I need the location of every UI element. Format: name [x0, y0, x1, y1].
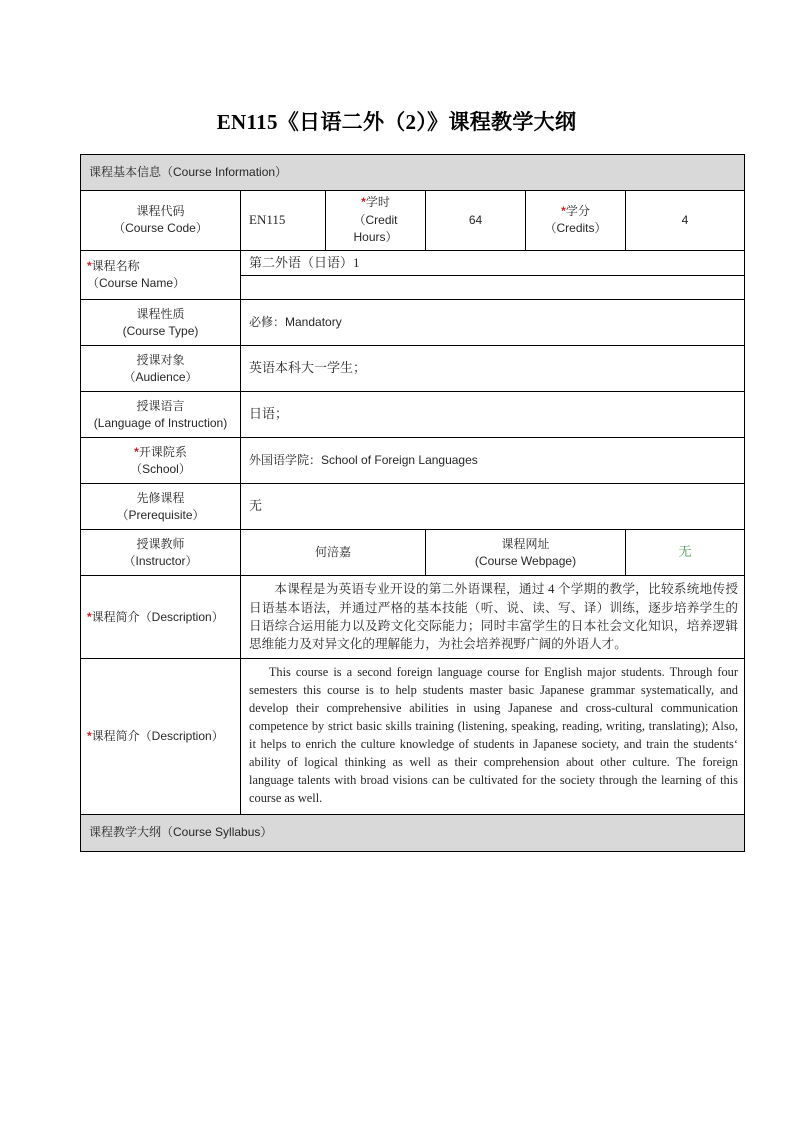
value-audience: 英语本科大一学生； — [241, 346, 745, 392]
label-course-webpage-en: (Course Webpage) — [474, 553, 577, 568]
label-course-type — [81, 300, 241, 346]
label-course-type-cn: 课程性质 — [136, 306, 185, 321]
label-course-name-cn-text: 课程名称 — [91, 258, 140, 273]
value-description-cn: 本课程是为英语专业开设的第二外语课程，通过 4 个学期的教学，比较系统地传授日语基本语法，并通过严格的基本技能（听、说、读、写、译）训练，逐步培养学生的日语综合运用能力以及跨文化交际能力；同时丰富学生的日本社会文化知识，培养逻辑思维能力及对异文化的理解能力，为社会培养视野广阔的外语人才。 — [241, 576, 745, 659]
value-instructor: 何涪嘉 — [241, 530, 426, 576]
table-row-school — [81, 438, 745, 484]
label-credit-hours-en-line1: （Credit — [353, 212, 398, 227]
label-prerequisite-cn: 先修课程 — [136, 490, 185, 505]
label-credit-hours-cn-text: 学时 — [365, 195, 390, 210]
required-star-icon: * — [134, 444, 139, 459]
label-description-cn — [81, 576, 241, 659]
table-row-band-course-information — [81, 155, 745, 191]
band-course-syllabus: 课程教学大纲（Course Syllabus） — [81, 815, 745, 851]
value-school: 外国语学院：School of Foreign Languages — [241, 438, 745, 484]
table-row-language — [81, 392, 745, 438]
label-school — [81, 438, 241, 484]
label-course-code-en: （Course Code） — [113, 221, 208, 236]
course-information-table — [80, 154, 745, 852]
label-prerequisite — [81, 484, 241, 530]
label-audience — [81, 346, 241, 392]
label-course-name-en: （Course Name） — [87, 275, 186, 290]
label-language-of-instruction — [81, 392, 241, 438]
label-audience-cn: 授课对象 — [136, 352, 185, 367]
value-course-webpage — [626, 530, 745, 576]
label-school-cn — [86, 444, 235, 461]
table-row-course-type — [81, 300, 745, 346]
label-audience-en: （Audience） — [123, 369, 198, 384]
value-prerequisite: 无 — [241, 484, 745, 530]
table-row-description-en — [81, 659, 745, 815]
label-course-webpage-cn: 课程网址 — [501, 536, 550, 551]
label-description-en-text: 课程简介（Description） — [91, 729, 224, 744]
label-school-en: （School） — [130, 461, 191, 476]
value-course-type: 必修：Mandatory — [241, 300, 745, 346]
label-course-name-cn — [87, 258, 235, 275]
band-course-information: 课程基本信息（Course Information） — [81, 155, 745, 191]
page-title: EN115《日语二外（2）》课程教学大纲 — [216, 110, 577, 134]
label-course-type-en: (Course Type) — [122, 323, 199, 338]
value-description-en: This course is a second foreign language course for English major students. Through four semesters this course is to help students master basic Japanese grammar systematically, and develop their comprehensive abilities in using Japanese and cross-cultural communication competence by strict basic skills training (listening, speaking, reading, writing, translating); Also, it helps to enrich the culture knowledge of students in Japanese society, and train the students‘ ability of logical thinking as well as their comprehension about other culture. The foreign language talents with broad visions can be cultivated for the society through the learning of this course as well. — [241, 659, 745, 815]
value-course-code: EN115 — [241, 191, 326, 250]
label-credits-cn-text: 学分 — [565, 204, 590, 219]
course-information-table-wrapper — [80, 154, 744, 852]
value-credit-hours: 64 — [426, 191, 526, 250]
value-course-webpage-text: 无 — [678, 544, 692, 560]
label-instructor-en: （Instructor） — [123, 553, 198, 568]
required-star-icon: * — [87, 609, 92, 624]
table-row-course-name — [81, 250, 745, 276]
value-course-name: 第二外语（日语）1 — [241, 250, 745, 276]
label-credits-cn — [531, 203, 620, 220]
label-description-cn-text: 课程简介（Description） — [91, 609, 224, 624]
value-language-of-instruction: 日语； — [241, 392, 745, 438]
table-row-prerequisite — [81, 484, 745, 530]
required-star-icon: * — [361, 195, 366, 210]
label-school-cn-text: 开课院系 — [138, 444, 187, 459]
value-course-name-second-line — [241, 276, 745, 300]
label-language-cn: 授课语言 — [136, 398, 185, 413]
table-row-description-cn — [81, 576, 745, 659]
value-credits: 4 — [626, 191, 745, 250]
label-course-code-cn: 课程代码 — [136, 204, 185, 219]
required-star-icon: * — [561, 204, 566, 219]
table-row-course-code — [81, 191, 745, 250]
label-credits-en: （Credits） — [544, 221, 607, 236]
required-star-icon: * — [87, 258, 92, 273]
required-star-icon: * — [87, 729, 92, 744]
label-instructor — [81, 530, 241, 576]
label-prerequisite-en: （Prerequisite） — [116, 507, 205, 522]
table-row-band-course-syllabus — [81, 815, 745, 851]
label-language-en: (Language of Instruction) — [93, 415, 228, 430]
label-instructor-cn: 授课教师 — [136, 536, 185, 551]
table-row-instructor — [81, 530, 745, 576]
label-credit-hours-cn — [331, 194, 420, 211]
label-credit-hours — [326, 191, 426, 250]
label-course-name — [81, 250, 241, 300]
label-credit-hours-en-line2: Hours） — [353, 230, 398, 245]
label-course-webpage — [426, 530, 626, 576]
label-course-code — [81, 191, 241, 250]
label-description-en — [81, 659, 241, 815]
label-credits — [526, 191, 626, 250]
table-row-audience — [81, 346, 745, 392]
